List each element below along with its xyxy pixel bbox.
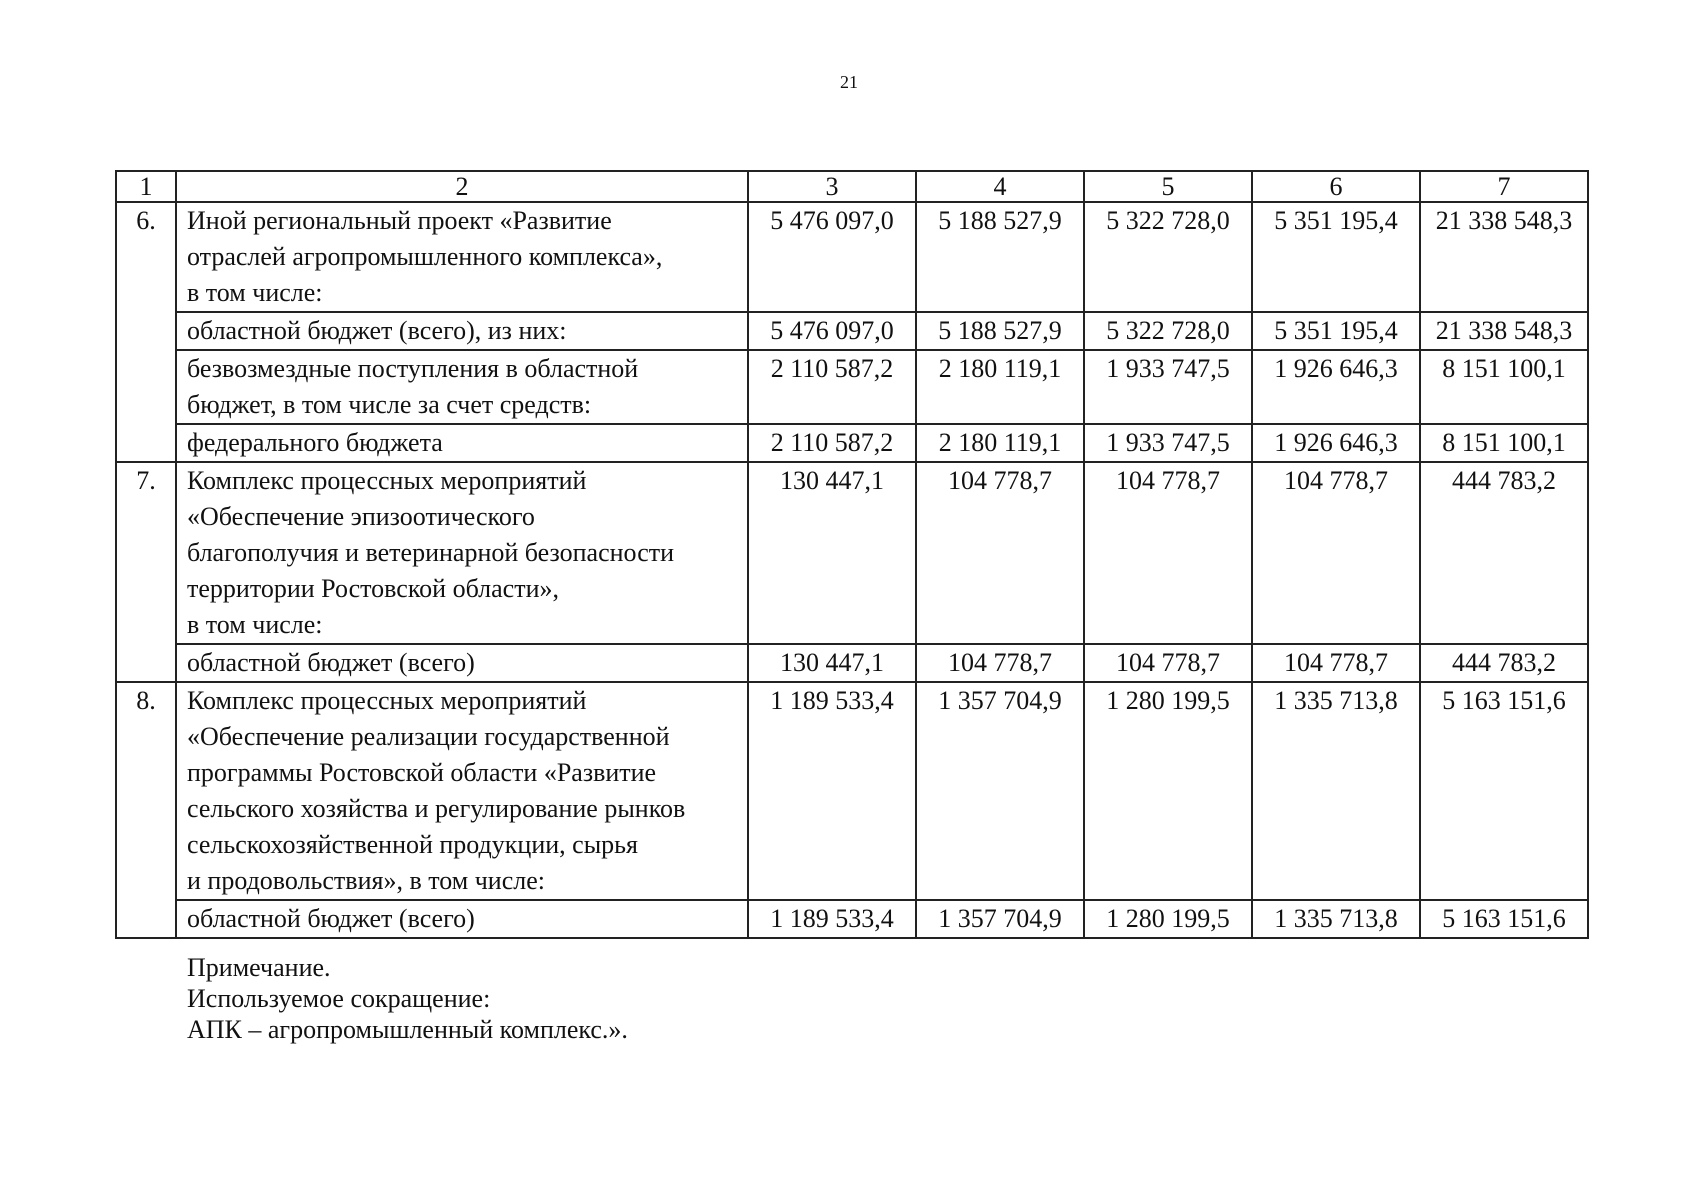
value-cell: 1 335 713,8: [1252, 682, 1420, 900]
note-line: АПК – агропромышленный комплекс.».: [187, 1015, 628, 1044]
item-name-line: областной бюджет (всего): [187, 904, 475, 933]
value-cell: 104 778,7: [916, 462, 1084, 644]
item-name-line: благополучия и ветеринарной безопасности: [187, 538, 675, 567]
value-cell: 2 110 587,2: [748, 350, 916, 424]
page-number: 21: [840, 72, 858, 92]
value-cell: 5 188 527,9: [916, 202, 1084, 312]
header-cell: 4: [916, 171, 1084, 202]
header-cell: 7: [1420, 171, 1588, 202]
header-cell: 5: [1084, 171, 1252, 202]
item-name-line: областной бюджет (всего), из них:: [187, 316, 567, 345]
item-name-line: «Обеспечение эпизоотического: [187, 502, 535, 531]
note-block: [187, 952, 628, 1045]
item-name-line: в том числе:: [187, 610, 323, 639]
value-cell: 2 180 119,1: [916, 424, 1084, 462]
table-row: [116, 900, 1588, 938]
value-cell: 5 322 728,0: [1084, 312, 1252, 350]
item-name-line: Комплекс процессных мероприятий: [187, 466, 587, 495]
note-line: Используемое сокращение:: [187, 984, 491, 1013]
item-name-line: в том числе:: [187, 278, 323, 307]
item-name-line: сельского хозяйства и регулирование рынков: [187, 794, 686, 823]
item-name-cell: [176, 462, 748, 644]
value-cell: 104 778,7: [1252, 462, 1420, 644]
item-name-cell: [176, 900, 748, 938]
value-cell: 130 447,1: [748, 644, 916, 682]
value-cell: 21 338 548,3: [1420, 202, 1588, 312]
item-name-line: федерального бюджета: [187, 428, 443, 457]
table-header-row: [116, 171, 1588, 202]
value-cell: 5 351 195,4: [1252, 202, 1420, 312]
header-cell: 2: [176, 171, 748, 202]
item-name-line: «Обеспечение реализации государственной: [187, 722, 670, 751]
value-cell: 444 783,2: [1420, 644, 1588, 682]
table-row: [116, 462, 1588, 644]
value-cell: 1 189 533,4: [748, 900, 916, 938]
item-name-line: Комплекс процессных мероприятий: [187, 686, 587, 715]
value-cell: 5 188 527,9: [916, 312, 1084, 350]
value-cell: 5 351 195,4: [1252, 312, 1420, 350]
item-name-line: территории Ростовской области»,: [187, 574, 559, 603]
table-row: [116, 202, 1588, 312]
value-cell: 130 447,1: [748, 462, 916, 644]
value-cell: 1 926 646,3: [1252, 424, 1420, 462]
value-cell: 2 180 119,1: [916, 350, 1084, 424]
value-cell: 1 280 199,5: [1084, 900, 1252, 938]
header-cell: 6: [1252, 171, 1420, 202]
item-name-cell: [176, 350, 748, 424]
item-name-line: сельскохозяйственной продукции, сырья: [187, 830, 638, 859]
table-body: [116, 171, 1588, 938]
row-index: 8.: [116, 682, 176, 938]
table-row: [116, 312, 1588, 350]
item-name-line: отраслей агропромышленного комплекса»,: [187, 242, 663, 271]
header-cell: 1: [116, 171, 176, 202]
value-cell: 1 357 704,9: [916, 900, 1084, 938]
item-name-cell: [176, 682, 748, 900]
value-cell: 5 163 151,6: [1420, 900, 1588, 938]
row-index: 6.: [116, 202, 176, 462]
value-cell: 1 933 747,5: [1084, 424, 1252, 462]
value-cell: 444 783,2: [1420, 462, 1588, 644]
value-cell: 8 151 100,1: [1420, 350, 1588, 424]
item-name-cell: [176, 644, 748, 682]
item-name-cell: [176, 424, 748, 462]
item-name-line: бюджет, в том числе за счет средств:: [187, 390, 592, 419]
table-row: [116, 644, 1588, 682]
note-title: Примечание.: [187, 953, 331, 982]
value-cell: 1 189 533,4: [748, 682, 916, 900]
value-cell: 2 110 587,2: [748, 424, 916, 462]
value-cell: 1 926 646,3: [1252, 350, 1420, 424]
value-cell: 104 778,7: [1252, 644, 1420, 682]
table-row: [116, 682, 1588, 900]
value-cell: 1 280 199,5: [1084, 682, 1252, 900]
table-row: [116, 350, 1588, 424]
value-cell: 5 322 728,0: [1084, 202, 1252, 312]
value-cell: 104 778,7: [916, 644, 1084, 682]
value-cell: 5 163 151,6: [1420, 682, 1588, 900]
value-cell: 1 335 713,8: [1252, 900, 1420, 938]
item-name-cell: [176, 312, 748, 350]
row-index: 7.: [116, 462, 176, 682]
value-cell: 8 151 100,1: [1420, 424, 1588, 462]
item-name-line: Иной региональный проект «Развитие: [187, 206, 612, 235]
value-cell: 1 933 747,5: [1084, 350, 1252, 424]
value-cell: 1 357 704,9: [916, 682, 1084, 900]
item-name-line: программы Ростовской области «Развитие: [187, 758, 657, 787]
item-name-cell: [176, 202, 748, 312]
budget-table: [115, 170, 1589, 939]
value-cell: 21 338 548,3: [1420, 312, 1588, 350]
table-row: [116, 424, 1588, 462]
item-name-line: областной бюджет (всего): [187, 648, 475, 677]
value-cell: 104 778,7: [1084, 644, 1252, 682]
value-cell: 104 778,7: [1084, 462, 1252, 644]
value-cell: 5 476 097,0: [748, 312, 916, 350]
item-name-line: безвозмездные поступления в областной: [187, 354, 639, 383]
value-cell: 5 476 097,0: [748, 202, 916, 312]
item-name-line: и продовольствия», в том числе:: [187, 866, 545, 895]
header-cell: 3: [748, 171, 916, 202]
